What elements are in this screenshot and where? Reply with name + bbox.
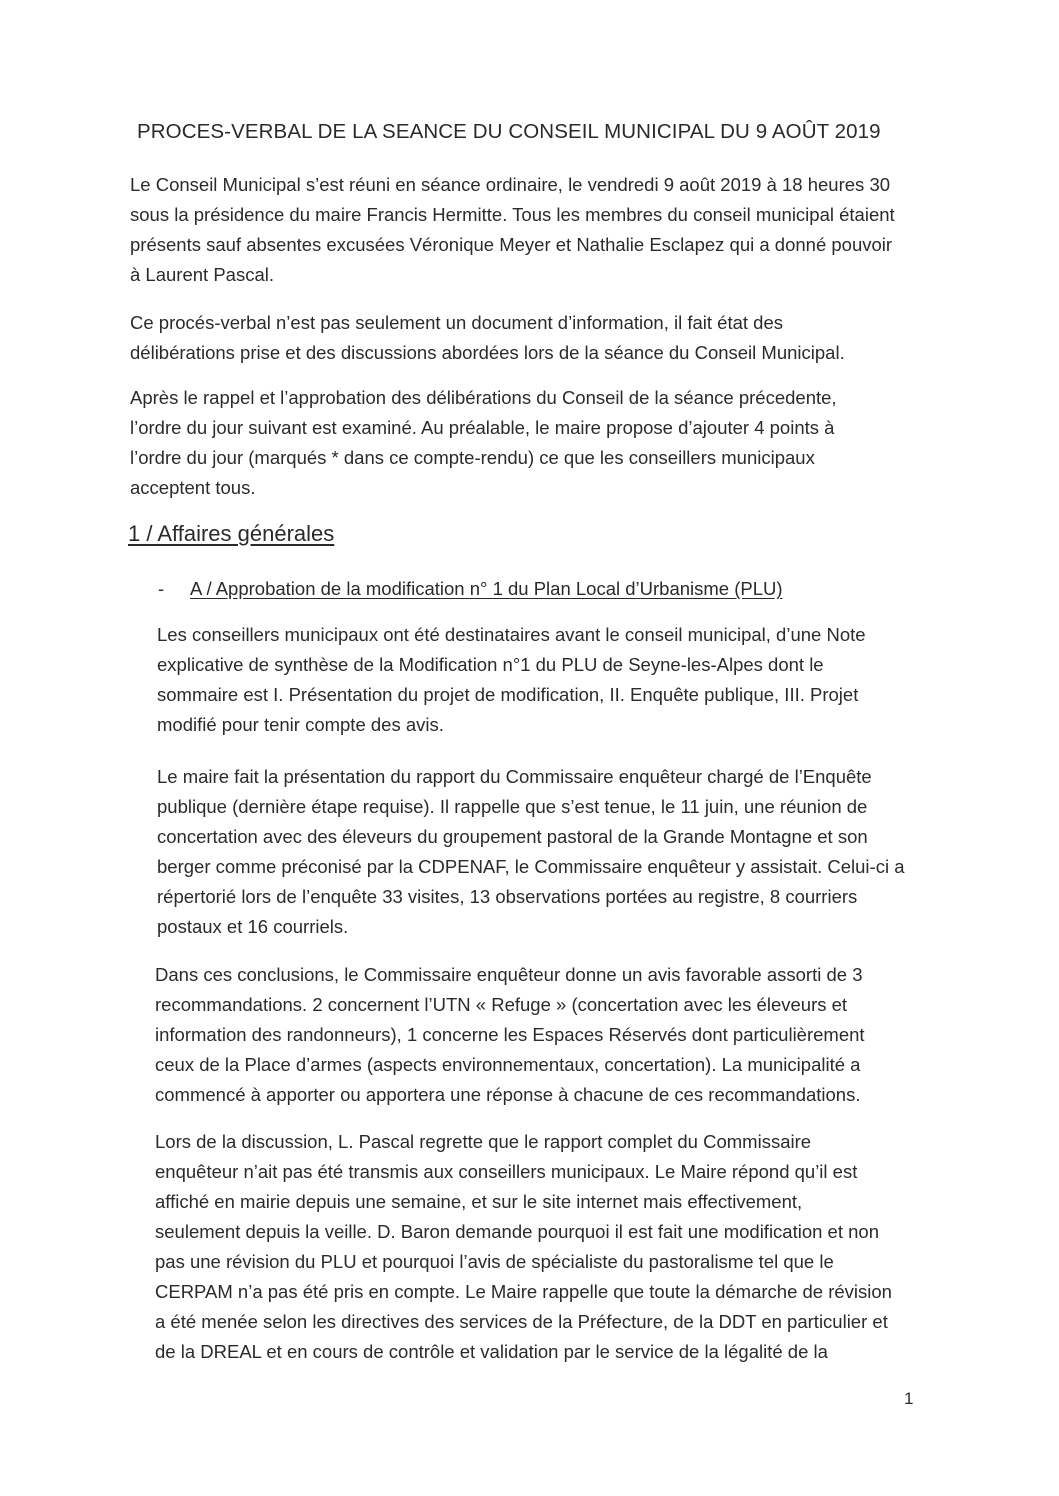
paragraph-line: postaux et 16 courriels. bbox=[157, 916, 349, 937]
paragraph-line: explicative de synthèse de la Modification n°1 du PLU de Seyne-les-Alpes dont le bbox=[157, 654, 824, 675]
paragraph-line: de la DREAL et en cours de contrôle et validation par le service de la légalité de la bbox=[155, 1341, 828, 1362]
paragraph-line: seulement depuis la veille. D. Baron demande pourquoi il est fait une modification et non bbox=[155, 1221, 879, 1242]
intro-line: à Laurent Pascal. bbox=[130, 264, 274, 285]
intro-line: présents sauf absentes excusées Véronique Meyer et Nathalie Esclapez qui a donné pouvoir bbox=[130, 234, 893, 255]
paragraph-line: berger comme préconisé par la CDPENAF, le Commissaire enquêteur y assistait. Celui-ci a bbox=[157, 856, 905, 877]
paragraph-line: commencé à apporter ou apportera une réponse à chacune de ces recommandations. bbox=[155, 1084, 861, 1105]
agenda-note-line: Après le rappel et l’approbation des délibérations du Conseil de la séance précedente, bbox=[130, 387, 837, 408]
paragraph-line: ceux de la Place d’armes (aspects environnementaux, concertation). La municipalité a bbox=[155, 1054, 861, 1075]
paragraph-line: a été menée selon les directives des services de la Préfecture, de la DDT en particulier et bbox=[155, 1311, 888, 1332]
paragraph-line: Le maire fait la présentation du rapport du Commissaire enquêteur chargé de l’Enquête bbox=[157, 766, 872, 787]
paragraph-line: recommandations. 2 concernent l’UTN « Refuge » (concertation avec les éleveurs et bbox=[155, 994, 848, 1015]
document-note-line: délibérations prise et des discussions abordées lors de la séance du Conseil Municipal. bbox=[130, 342, 845, 363]
document-note-line: Ce procés-verbal n’est pas seulement un document d’information, il fait état des bbox=[130, 312, 783, 333]
section-heading-general-affairs: 1 / Affaires générales bbox=[128, 521, 335, 546]
paragraph-line: Lors de la discussion, L. Pascal regrette que le rapport complet du Commissaire bbox=[155, 1131, 812, 1152]
agenda-note-paragraph bbox=[130, 383, 837, 503]
paragraph-line: affiché en mairie depuis une semaine, et sur le site internet mais effectivement, bbox=[155, 1191, 803, 1212]
intro-paragraph bbox=[130, 170, 895, 290]
plu-paragraph-report bbox=[157, 762, 904, 942]
paragraph-line: Dans ces conclusions, le Commissaire enquêteur donne un avis favorable assorti de 3 bbox=[155, 964, 863, 985]
agenda-note-line: l’ordre du jour (marqués * dans ce compte-rendu) ce que les conseillers municipaux bbox=[130, 447, 815, 468]
paragraph-line: CERPAM n’a pas été pris en compte. Le Maire rappelle que toute la démarche de révision bbox=[155, 1281, 892, 1302]
plu-paragraph-discussion bbox=[155, 1127, 892, 1367]
intro-line: Le Conseil Municipal s’est réuni en séance ordinaire, le vendredi 9 août 2019 à 18 heures 30 bbox=[130, 174, 891, 195]
agenda-note-line: acceptent tous. bbox=[130, 477, 256, 498]
paragraph-line: information des randonneurs), 1 concerne les Espaces Réservés dont particulièrement bbox=[155, 1024, 865, 1045]
paragraph-line: concertation avec des éleveurs du groupement pastoral de la Grande Montagne et son bbox=[157, 826, 868, 847]
paragraph-line: enquêteur n’ait pas été transmis aux conseillers municipaux. Le Maire répond qu’il est bbox=[155, 1161, 858, 1182]
page-number: 1 bbox=[904, 1389, 914, 1408]
paragraph-line: Les conseillers municipaux ont été destinataires avant le conseil municipal, d’une Note bbox=[157, 624, 866, 645]
paragraph-line: modifié pour tenir compte des avis. bbox=[157, 714, 444, 735]
paragraph-line: sommaire est I. Présentation du projet de modification, II. Enquête publique, III. Projet bbox=[157, 684, 859, 705]
document-note-paragraph bbox=[130, 308, 845, 368]
paragraph-line: publique (dernière étape requise). Il rappelle que s’est tenue, le 11 juin, une réunion de bbox=[157, 796, 868, 817]
plu-paragraph-note bbox=[157, 620, 866, 740]
paragraph-line: pas une révision du PLU et pourquoi l’avis de spécialiste du pastoralisme tel que le bbox=[155, 1251, 834, 1272]
intro-line: sous la présidence du maire Francis Hermitte. Tous les membres du conseil municipal étaient bbox=[130, 204, 895, 225]
plu-paragraph-conclusions bbox=[155, 960, 865, 1110]
paragraph-line: répertorié lors de l’enquête 33 visites, 13 observations portées au registre, 8 courriers bbox=[157, 886, 858, 907]
agenda-note-line: l’ordre du jour suivant est examiné. Au préalable, le maire propose d’ajouter 4 points à bbox=[130, 417, 835, 438]
subsection-heading-plu-approval: A / Approbation de la modification n° 1 du Plan Local d’Urbanisme (PLU) bbox=[190, 578, 783, 599]
document-title: PROCES-VERBAL DE LA SEANCE DU CONSEIL MUNICIPAL DU 9 AOÛT 2019 bbox=[137, 120, 881, 143]
list-dash: - bbox=[158, 578, 165, 599]
